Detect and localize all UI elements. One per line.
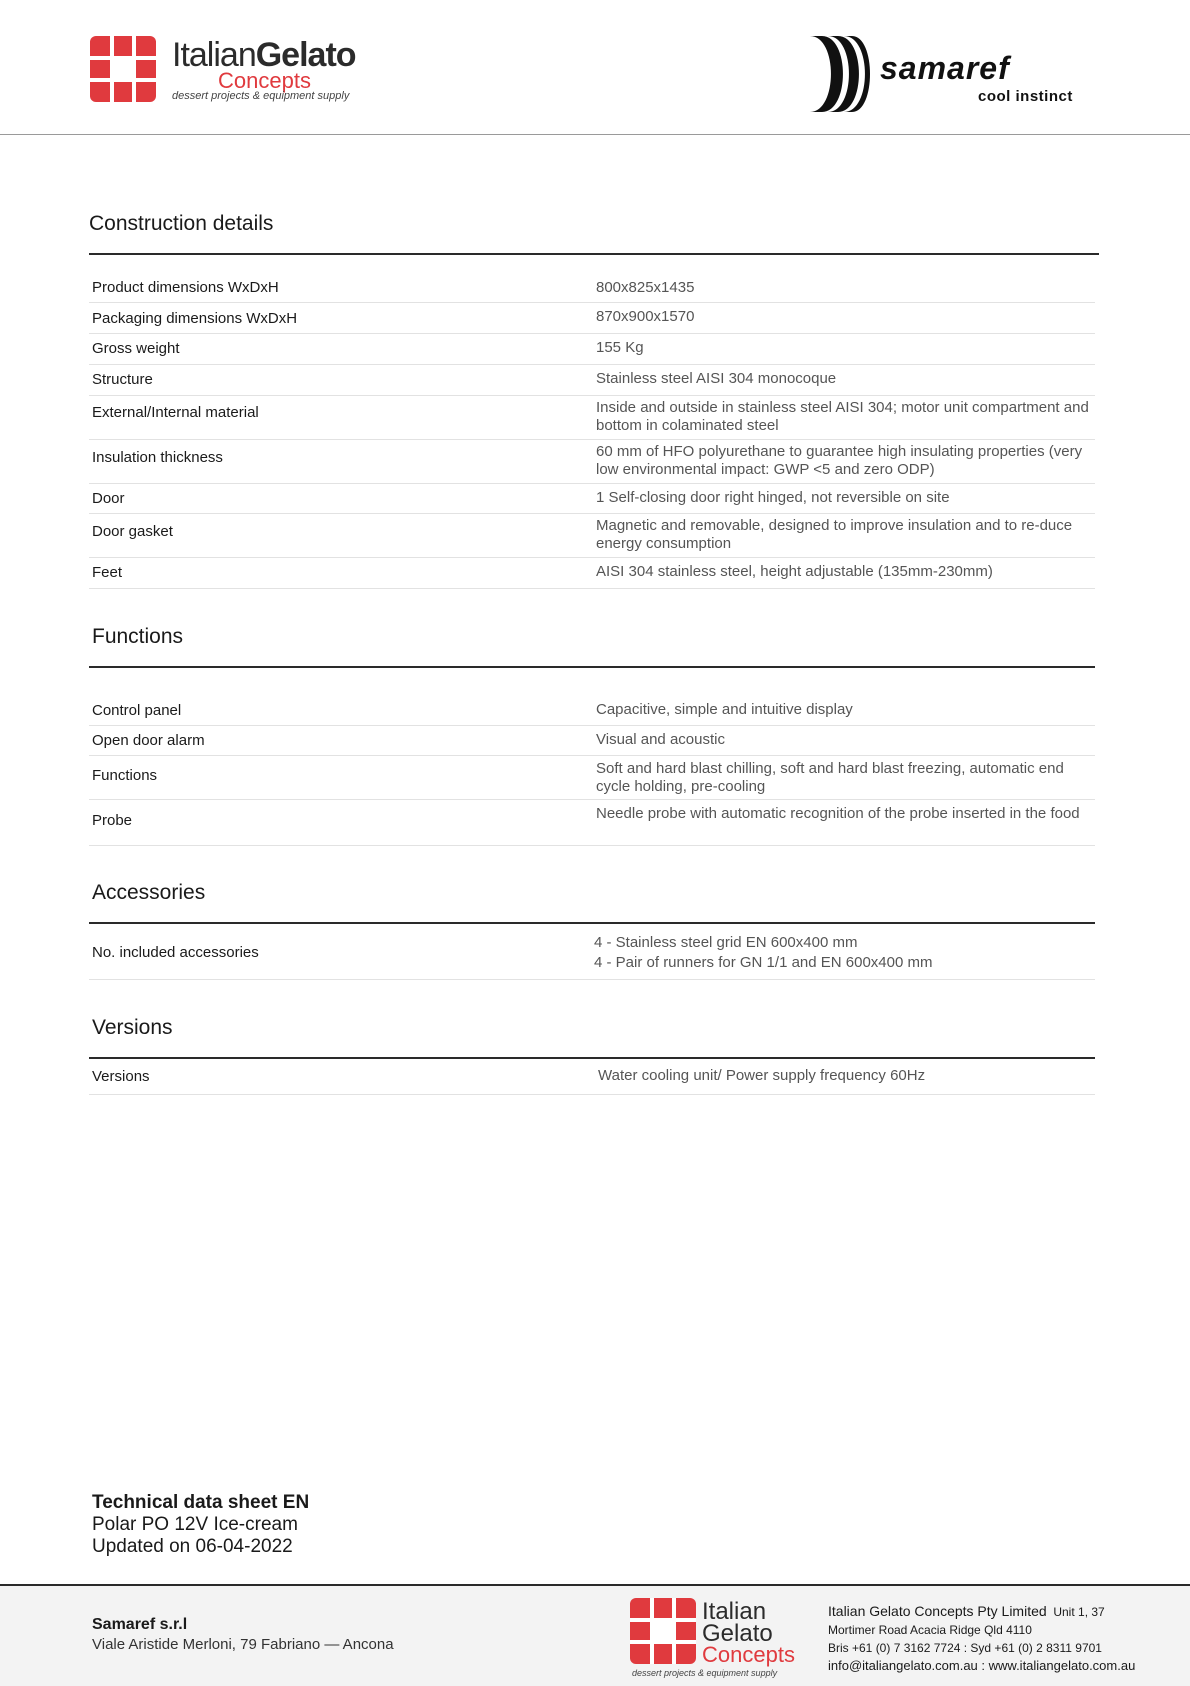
- samaref-tagline: cool instinct: [978, 88, 1073, 105]
- spec-row: [89, 726, 1095, 756]
- footer-company: Samaref s.r.l: [92, 1616, 188, 1633]
- spec-value: 800x825x1435: [596, 279, 695, 296]
- spec-label: Packaging dimensions WxDxH: [92, 310, 298, 327]
- spec-label: External/Internal material: [92, 404, 259, 421]
- page-header: [0, 0, 1190, 135]
- spec-label: Product dimensions WxDxH: [92, 279, 279, 296]
- section-rule: [89, 253, 1099, 255]
- footer-logo-tagline: dessert projects & equipment supply: [632, 1668, 778, 1678]
- datasheet-info: [92, 1492, 309, 1558]
- logo-concepts: Concepts: [218, 68, 311, 93]
- footer-logo-word: Gelato: [702, 1620, 773, 1647]
- spec-label: Insulation thickness: [92, 449, 223, 466]
- spec-row: [89, 924, 1095, 980]
- spec-row: [89, 303, 1095, 334]
- italian-gelato-logo: [90, 36, 390, 106]
- accessory-line: 4 - Stainless steel grid EN 600x400 mm: [594, 934, 858, 951]
- spec-value: Water cooling unit/ Power supply frequency 60Hz: [598, 1067, 926, 1084]
- spec-row: [89, 697, 1095, 726]
- section-title-accessories: Accessories: [92, 881, 206, 904]
- footer-logo-word: Italian: [702, 1598, 767, 1625]
- page-footer: [0, 1584, 1190, 1686]
- spec-value: Visual and acoustic: [596, 731, 725, 748]
- spec-row: [89, 1059, 1095, 1095]
- spec-row: [89, 396, 1095, 440]
- spec-value: Magnetic and removable, designed to improve insulation and to re-duce energy consumption: [596, 517, 1073, 552]
- spec-value: Capacitive, simple and intuitive display: [596, 701, 853, 718]
- spec-label: Gross weight: [92, 340, 180, 357]
- footer-contact-info: [828, 1602, 1135, 1675]
- spec-label: Functions: [92, 767, 158, 784]
- spec-row: [89, 365, 1095, 396]
- datasheet-product: Polar PO 12V Ice-cream: [92, 1514, 298, 1535]
- spec-value: [594, 933, 1094, 973]
- spec-value: 60 mm of HFO polyurethane to guarantee high insulating properties (very low environmental impact: GWP <5 and zero ODP): [596, 443, 1083, 478]
- spec-value: 1 Self-closing door right hinged, not reversible on site: [596, 489, 950, 506]
- footer-italian-gelato-logo: [630, 1598, 810, 1680]
- samaref-logo: [808, 34, 1108, 114]
- italian-gelato-mark-icon: [630, 1598, 696, 1664]
- spec-value: 870x900x1570: [596, 308, 695, 325]
- spec-row: [89, 558, 1095, 589]
- spec-row: [89, 334, 1095, 365]
- samaref-stripes-icon: [808, 34, 876, 114]
- spec-label: Open door alarm: [92, 732, 205, 749]
- section-rule: [89, 666, 1095, 668]
- spec-value: Inside and outside in stainless steel AISI 304; motor unit compartment and bottom in colaminated steel: [596, 399, 1089, 434]
- footer-logo-word: Concepts: [702, 1642, 795, 1667]
- section-title-versions: Versions: [92, 1016, 173, 1039]
- spec-row: [89, 514, 1095, 558]
- italian-gelato-mark-icon: [90, 36, 156, 102]
- spec-row: [89, 440, 1095, 484]
- spec-label: Door: [92, 490, 125, 507]
- spec-label: Versions: [92, 1068, 150, 1085]
- footer-info-street: Mortimer Road Acacia Ridge Qld 4110: [828, 1623, 1032, 1637]
- spec-value: Soft and hard blast chilling, soft and hard blast freezing, automatic end cycle holding, pre-cooling: [596, 760, 1064, 795]
- logo-tagline: dessert projects & equipment supply: [172, 90, 350, 102]
- spec-label: Control panel: [92, 702, 182, 719]
- spec-row: [89, 756, 1095, 800]
- accessory-line: 4 - Pair of runners for GN 1/1 and EN 600x400 mm: [594, 954, 933, 971]
- datasheet-updated: Updated on 06-04-2022: [92, 1536, 293, 1557]
- footer-info-name: Italian Gelato Concepts Pty Limited: [828, 1603, 1047, 1619]
- section-title-construction: Construction details: [89, 212, 274, 235]
- section-title-functions: Functions: [92, 625, 184, 648]
- spec-value: Stainless steel AISI 304 monocoque: [596, 370, 837, 387]
- spec-label: Feet: [92, 564, 123, 581]
- spec-value: Needle probe with automatic recognition of the probe inserted in the food: [596, 805, 1080, 822]
- footer-info-phones: Bris +61 (0) 7 3162 7724 : Syd +61 (0) 2 8311 9701: [828, 1641, 1102, 1655]
- datasheet-title: Technical data sheet EN: [92, 1492, 310, 1513]
- spec-label: No. included accessories: [92, 944, 259, 961]
- spec-row: [89, 484, 1095, 514]
- footer-info-web: info@italiangelato.com.au : www.italiangelato.com.au: [828, 1658, 1136, 1673]
- spec-label: Structure: [92, 371, 153, 388]
- footer-address: Viale Aristide Merloni, 79 Fabriano — Ancona: [92, 1636, 394, 1653]
- footer-info-unit: Unit 1, 37: [1053, 1605, 1105, 1619]
- spec-row: [89, 800, 1095, 846]
- spec-label: Door gasket: [92, 523, 173, 540]
- logo-wordmark: ItalianGelato: [172, 36, 356, 74]
- spec-value: AISI 304 stainless steel, height adjustable (135mm-230mm): [596, 563, 993, 580]
- spec-row: [89, 272, 1095, 303]
- spec-value: 155 Kg: [596, 339, 644, 356]
- spec-label: Probe: [92, 812, 133, 829]
- samaref-wordmark: samaref: [880, 50, 1010, 86]
